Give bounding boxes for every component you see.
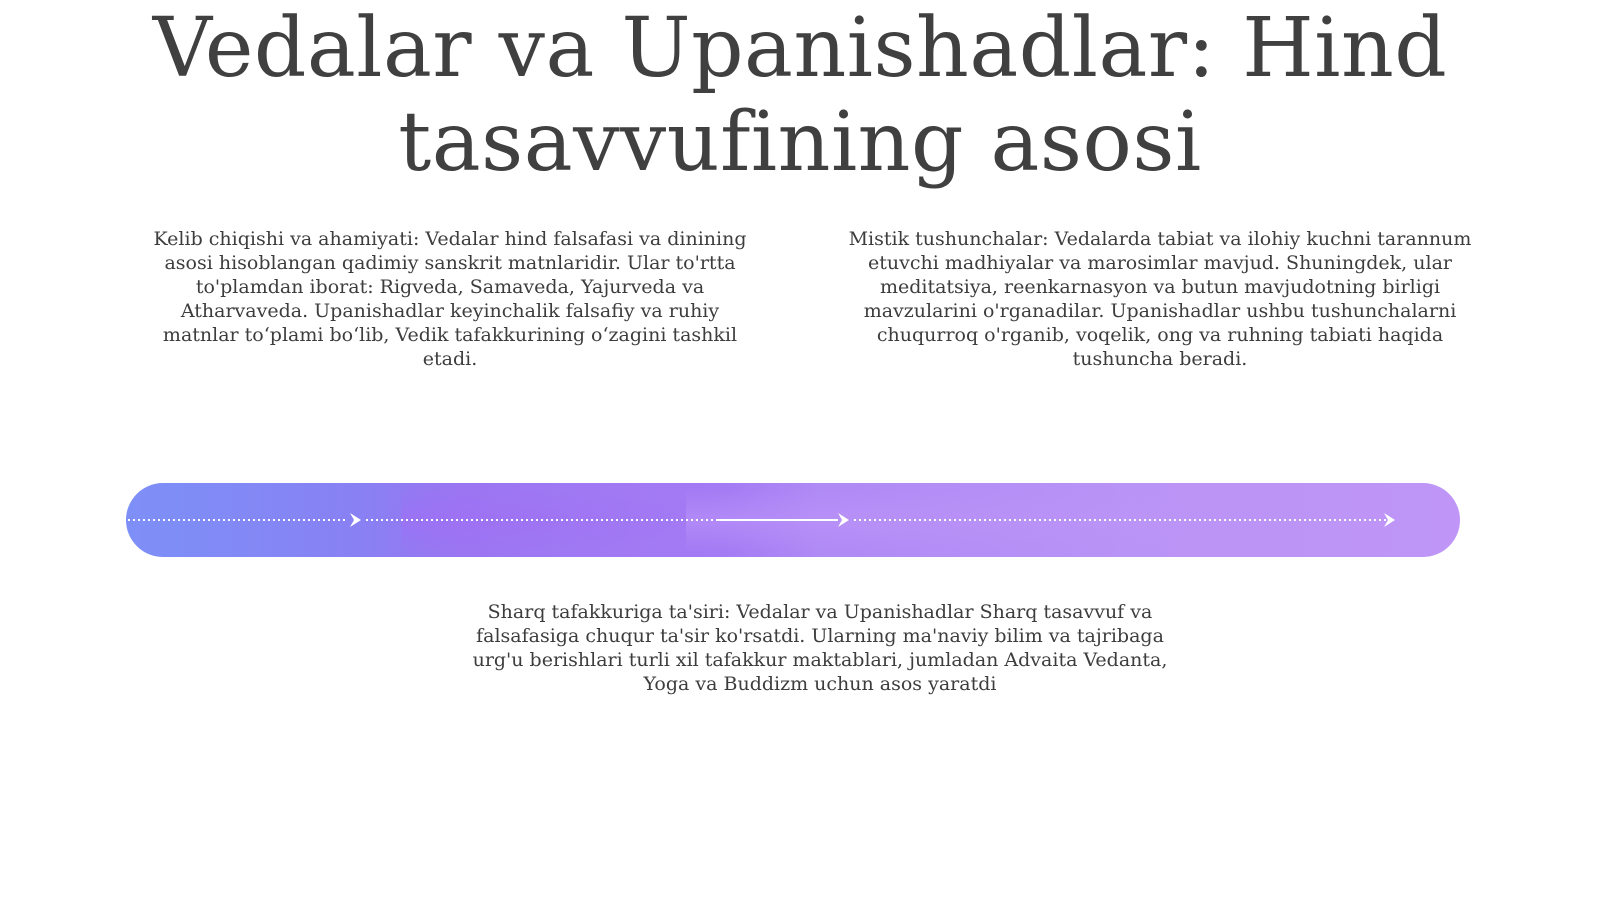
arrow-right-icon [838,513,849,527]
text-block-mystic-concepts: Mistik tushunchalar: Vedalarda tabiat va ilohiy kuchni tarannum etuvchi madhiyalar va marosimlar mavjud. Shuningdek, ular meditatsiya, reenkarnasyon va butun mavjudotning birligi mavzularini o'rganadilar. Upanishadlar ushbu tushunchalarni chuqurroq o'rganib, voqelik, ong va ruhning tabiati haqida tushuncha beradi. [848,228,1472,370]
slide-title: Vedalar va Upanishadlar: Hind tasavvufining asosi [152,1,1448,190]
timeline-bar [126,483,1460,557]
text-block-eastern-influence: Sharq tafakkuriga ta'siri: Vedalar va Upanishadlar Sharq tasavvuf va falsafasiga chuqur ta'sir ko'rsatdi. Ularning ma'naviy bilim va tajribaga urg'u berishlari turli xil tafakkur maktablari, jumladan Advaita Vedanta, Yoga va Buddizm uchun asos yaratdi [472,601,1168,695]
arrow-right-icon [350,513,361,527]
timeline-arrows [126,483,1460,557]
text-block-origin: Kelib chiqishi va ahamiyati: Vedalar hind falsafasi va dinining asosi hisoblangan qadimiy sanskrit matnlaridir. Ular to'rtta to'plamdan iborat: Rigveda, Samaveda, Yajurveda va Atharvaveda. Upanishadlar keyinchalik falsafiy va ruhiy matnlar toʻplami boʻlib, Vedik tafakkurining oʻzagini tashkil etadi. [153,228,747,370]
